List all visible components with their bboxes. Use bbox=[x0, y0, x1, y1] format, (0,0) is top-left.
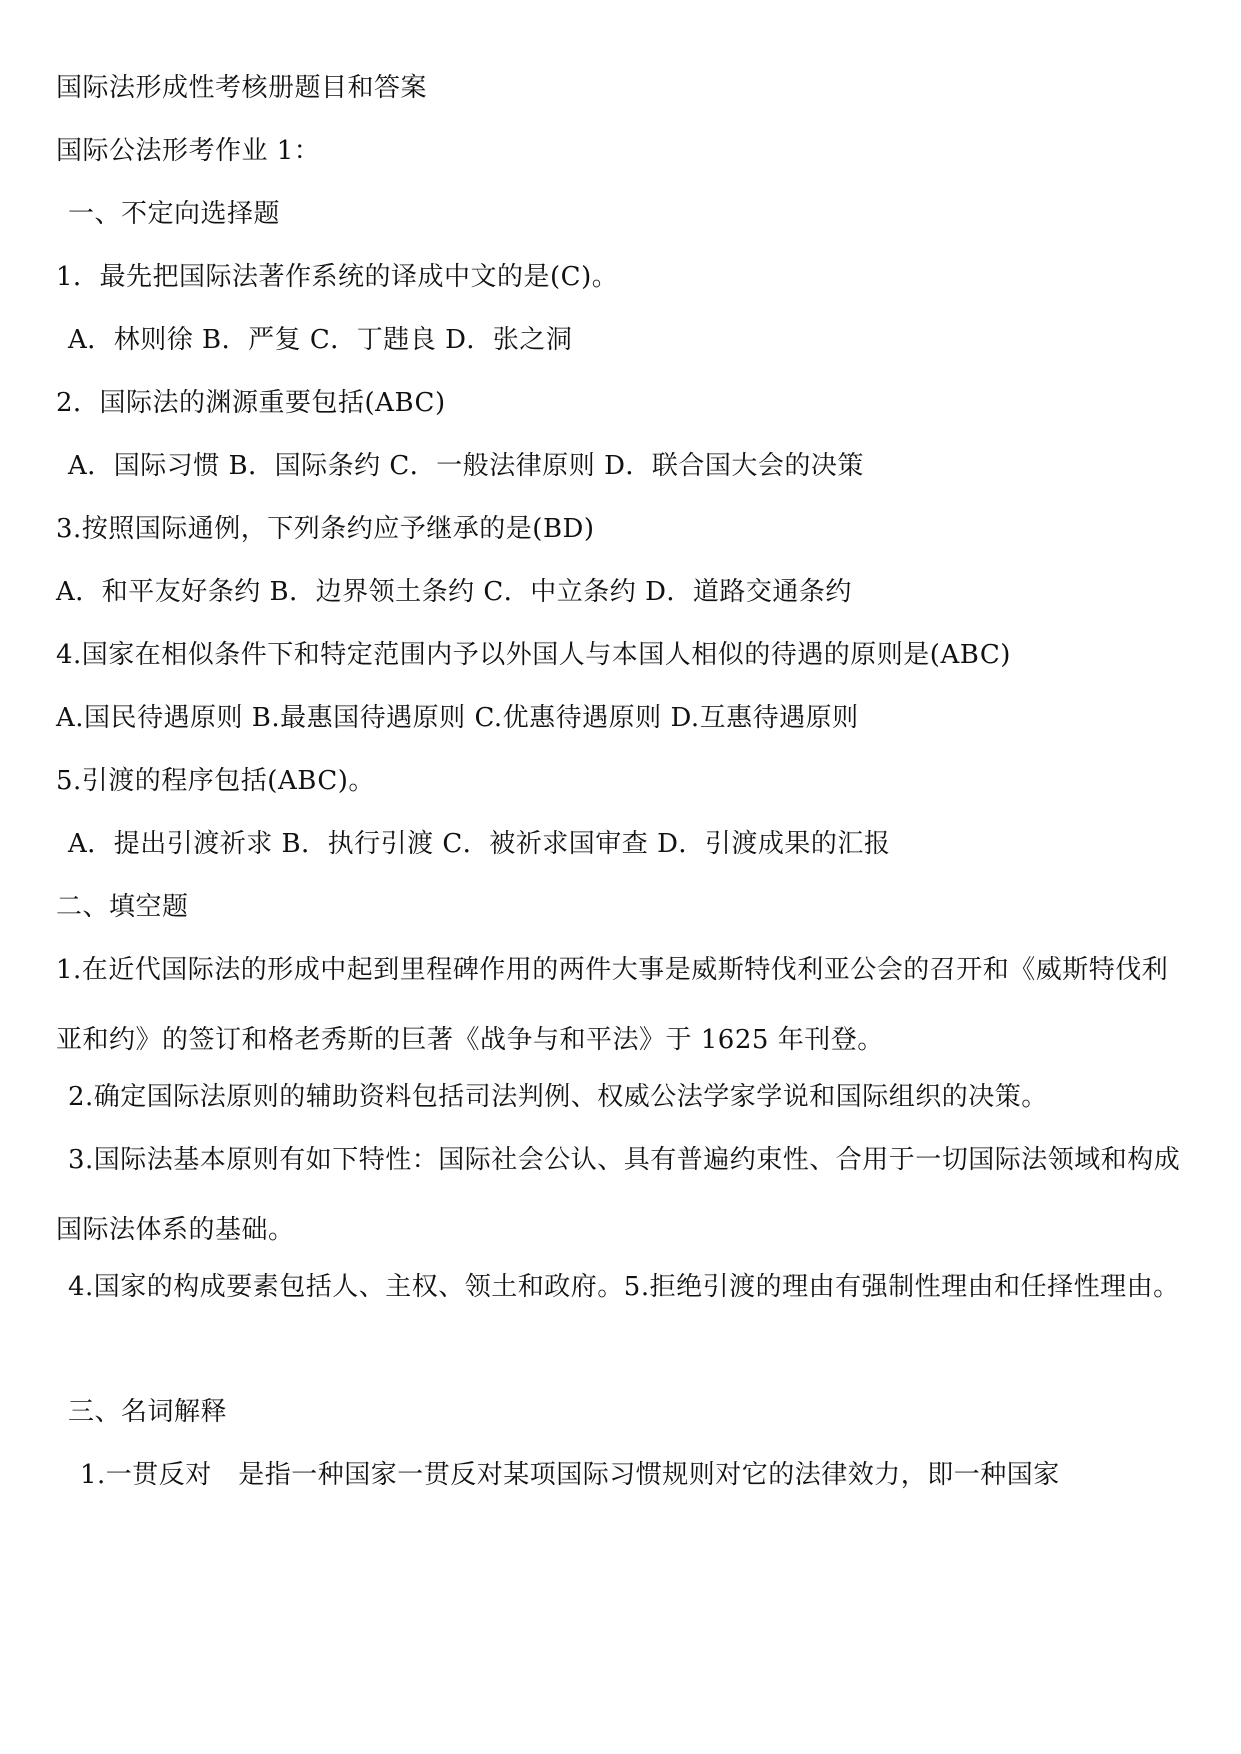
question-3-options: A．和平友好条约 B．边界领土条约 C．中立条约 D．道路交通条约 bbox=[56, 577, 852, 607]
document-title: 国际法形成性考核册题目和答案 bbox=[56, 73, 428, 103]
question-2: 2．国际法的渊源重要包括(ABC) bbox=[56, 388, 446, 418]
question-3: 3.按照国际通例，下列条约应予继承的是(BD) bbox=[56, 514, 595, 544]
question-4-options: A.国民待遇原则 B.最惠国待遇原则 C.优惠待遇原则 D.互惠待遇原则 bbox=[56, 703, 859, 733]
question-4: 4.国家在相似条件下和特定范围内予以外国人与本国人相似的待遇的原则是(ABC) bbox=[56, 640, 1011, 670]
question-1-options: A．林则徐 B．严复 C．丁韪良 D．张之洞 bbox=[68, 325, 573, 355]
section-heading-fill-blank: 二、填空题 bbox=[56, 892, 189, 922]
assignment-heading: 国际公法形考作业 1： bbox=[56, 136, 321, 166]
section-heading-definitions: 三、名词解释 bbox=[68, 1397, 228, 1427]
fill-blank-2: 2.确定国际法原则的辅助资料包括司法判例、权威公法学家学说和国际组织的决策。 bbox=[68, 1082, 1048, 1112]
fill-blank-3: 3.国际法基本原则有如下特性：国际社会公认、具有普遍约束性、合用于一切国际法领域和构成国际法体系的基础。 bbox=[56, 1145, 1181, 1245]
question-5-options: A．提出引渡祈求 B．执行引渡 C．被祈求国审查 D．引渡成果的汇报 bbox=[68, 829, 891, 859]
definition-1: 1.一贯反对 是指一种国家一贯反对某项国际习惯规则对它的法律效力，即一种国家 bbox=[80, 1460, 1060, 1490]
question-5: 5.引渡的程序包括(ABC)。 bbox=[56, 766, 375, 796]
fill-blank-1: 1.在近代国际法的形成中起到里程碑作用的两件大事是威斯特伐利亚公会的召开和《威斯特伐利亚和约》的签订和格老秀斯的巨著《战争与和平法》于 1625 年刊登。 bbox=[56, 955, 1169, 1055]
question-1: 1．最先把国际法著作系统的译成中文的是(C)。 bbox=[56, 262, 619, 292]
section-heading-multiple-choice: 一、不定向选择题 bbox=[68, 199, 281, 229]
fill-blank-4: 4.国家的构成要素包括人、主权、领土和政府。5.拒绝引渡的理由有强制性理由和任择性理由。 bbox=[68, 1272, 1180, 1302]
question-2-options: A．国际习惯 B．国际条约 C．一般法律原则 D．联合国大会的决策 bbox=[68, 451, 864, 481]
